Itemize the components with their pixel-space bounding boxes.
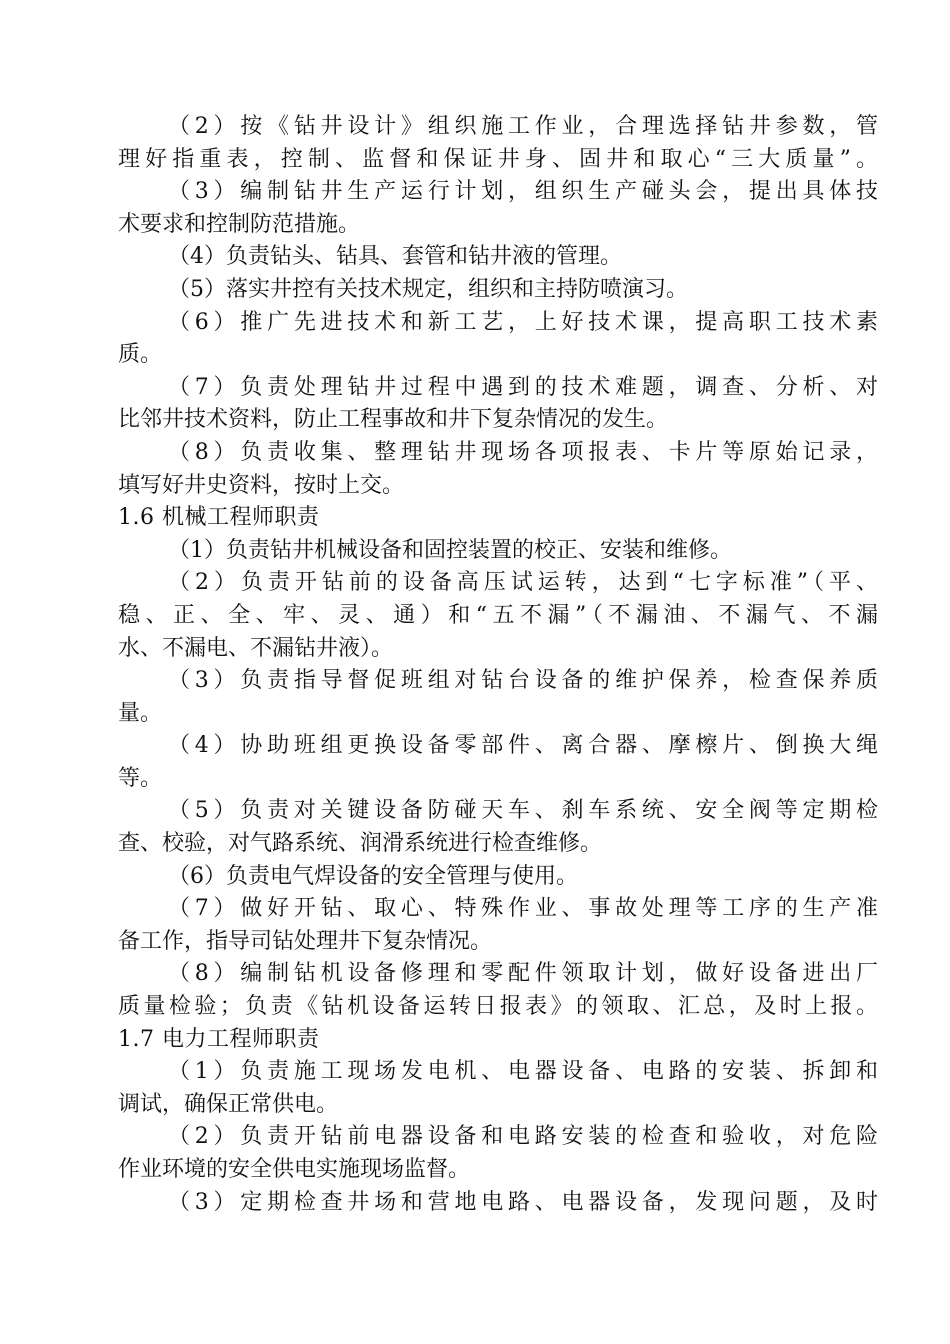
paragraph-line: （7）做好开钻、取心、特殊作业、事故处理等工序的生产准 [168,896,878,922]
paragraph-line: （1）负责钻井机械设备和固控装置的校正、安装和维修。 [168,537,732,563]
paragraph-line: 理好指重表，控制、监督和保证井身、固井和取心“三大质量”。 [118,146,878,172]
paragraph-line: （2）负责开钻前电器设备和电路安装的检查和验收，对危险 [168,1124,878,1150]
paragraph-line: 术要求和控制防范措施。 [118,211,361,237]
paragraph-line: 水、不漏电、不漏钻井液）。 [118,635,394,661]
paragraph-line: （8）负责收集、整理钻井现场各项报表、卡片等原始记录， [168,439,878,465]
paragraph-line: （6）推广先进技术和新工艺，上好技术课，提高职工技术素 [168,309,878,335]
paragraph-line: （7）负责处理钻井过程中遇到的技术难题，调查、分析、对 [168,374,878,400]
paragraph-line: 备工作，指导司钻处理井下复杂情况。 [118,928,493,954]
paragraph-line: 调试，确保正常供电。 [118,1091,339,1117]
section-heading: 1.7 电力工程师职责 [118,1026,320,1052]
paragraph-line: （3）负责指导督促班组对钻台设备的维护保养，检查保养质 [168,668,878,694]
paragraph-line: （2）负责开钻前的设备高压试运转，达到“七字标准”（平、 [168,570,878,596]
paragraph-line: 量。 [118,700,163,726]
paragraph-line: （4）负责钻头、钻具、套管和钻井液的管理。 [168,244,622,270]
paragraph-line: 等。 [118,765,163,791]
paragraph-line: （4）协助班组更换设备零部件、离合器、摩檫片、倒换大绳 [168,733,878,759]
paragraph-line: 稳、正、全、牢、灵、通）和“五不漏”（不漏油、不漏气、不漏 [118,602,878,628]
paragraph-line: （2）按《钻井设计》组织施工作业，合理选择钻井参数，管 [168,114,878,139]
paragraph-line: 质。 [118,342,163,368]
paragraph-line: （8）编制钻机设备修理和零配件领取计划，做好设备进出厂 [168,961,878,987]
section-heading: 1.6 机械工程师职责 [118,505,320,531]
paragraph-line: （5）负责对关键设备防碰天车、刹车系统、安全阀等定期检 [168,798,878,824]
paragraph-line: 查、校验，对气路系统、润滑系统进行检查维修。 [118,831,603,857]
paragraph-line: （1）负责施工现场发电机、电器设备、电路的安装、拆卸和 [168,1059,878,1085]
paragraph-line: （6）负责电气焊设备的安全管理与使用。 [168,863,578,889]
document-page [118,111,878,1219]
paragraph-line: （3）定期检查井场和营地电路、电器设备，发现问题，及时 [168,1189,878,1215]
paragraph-line: （5）落实井控有关技术规定，组织和主持防喷演习。 [168,276,688,302]
paragraph-line: 比邻井技术资料，防止工程事故和井下复杂情况的发生。 [118,407,669,433]
paragraph-line: （3）编制钻井生产运行计划，组织生产碰头会，提出具体技 [168,179,878,205]
paragraph-line: 作业环境的安全供电实施现场监督。 [118,1157,471,1182]
paragraph-line: 填写好井史资料，按时上交。 [118,472,405,498]
paragraph-line: 质量检验；负责《钻机设备运转日报表》的领取、汇总，及时上报。 [118,994,878,1020]
